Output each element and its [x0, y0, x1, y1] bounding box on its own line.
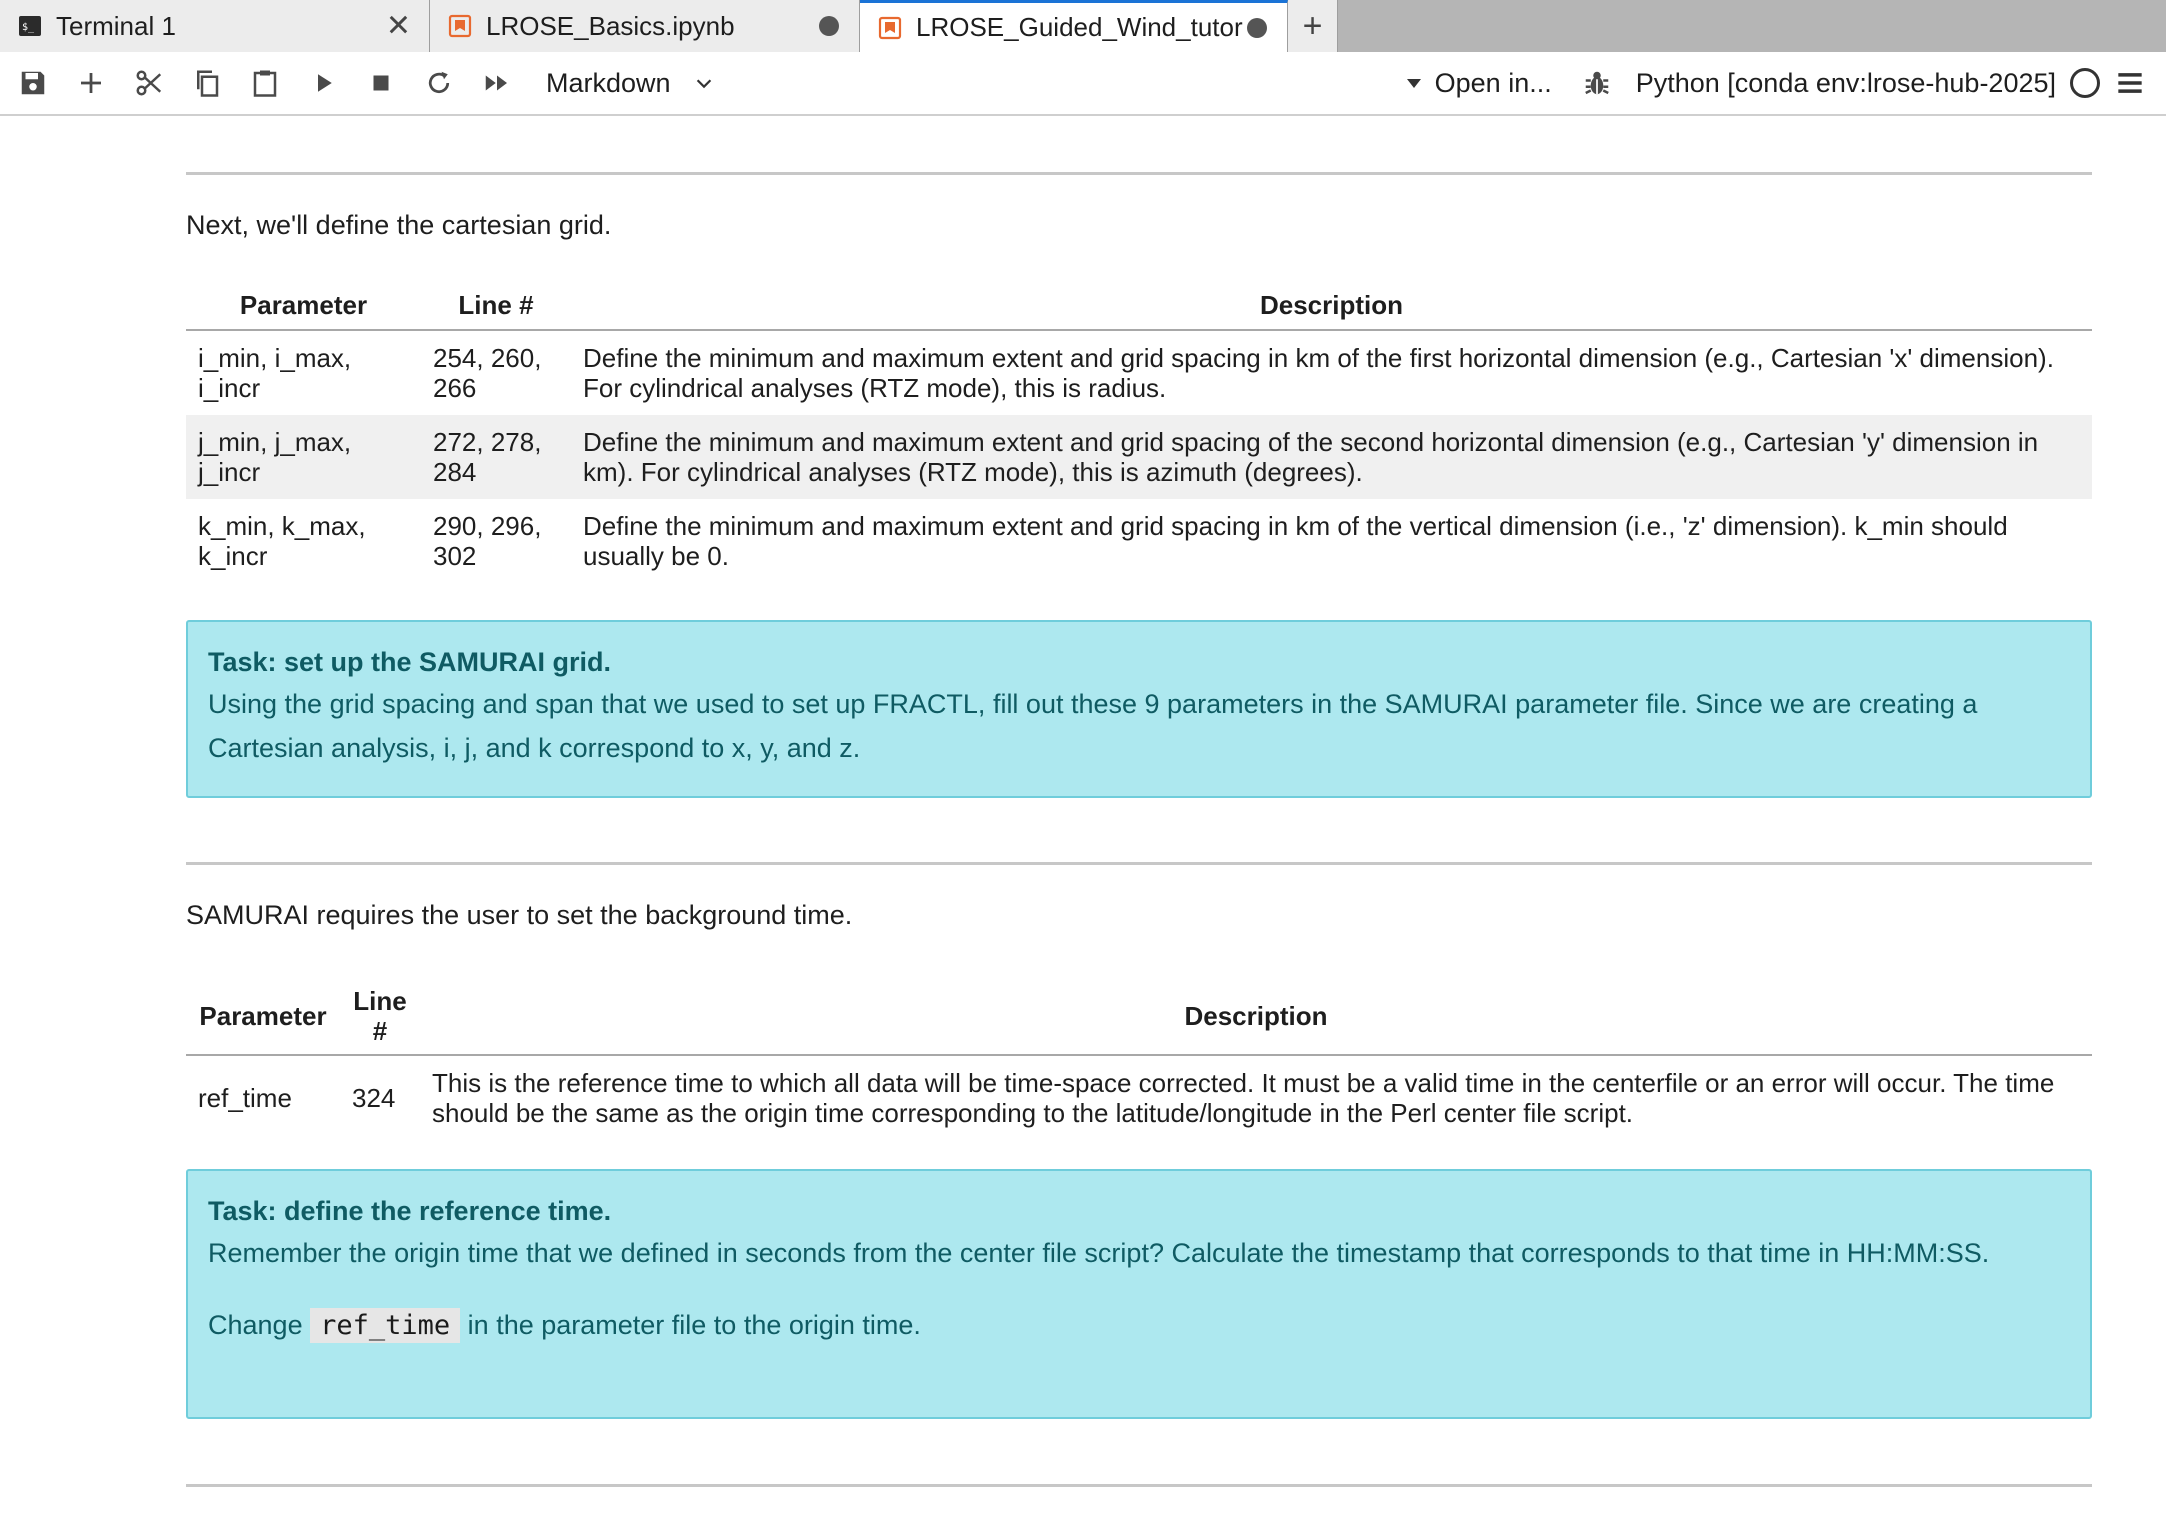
- col-header-parameter: Parameter: [186, 282, 421, 330]
- time-parameter-table: [186, 978, 2092, 1140]
- tab-lrose-basics[interactable]: [430, 0, 860, 52]
- terminal-icon: [18, 14, 42, 38]
- task-title: Task: define the reference time.: [208, 1196, 612, 1226]
- insert-cell-button[interactable]: [62, 51, 120, 115]
- line-cell: 272, 278, 284: [421, 415, 571, 499]
- task-body: Using the grid spacing and span that we used to set up FRACTL, fill out these 9 parameters in the SAMURAI parameter file. Since we are creating a Cartesian analysis, i, j, and k correspond to x, y, and z.: [208, 689, 1978, 763]
- col-header-line: Line #: [340, 978, 420, 1055]
- plus-icon: [76, 68, 106, 98]
- param-cell: ref_time: [198, 1083, 292, 1113]
- close-icon[interactable]: ✕: [385, 9, 411, 43]
- play-icon: [308, 68, 338, 98]
- unsaved-dot-icon[interactable]: [1247, 18, 1267, 38]
- fast-forward-icon: [482, 68, 512, 98]
- cell-type-label: Markdown: [546, 67, 671, 98]
- bug-icon[interactable]: [1582, 68, 1612, 98]
- open-in-button[interactable]: [1407, 68, 1552, 99]
- task-body: Remember the origin time that we defined in seconds from the center file script? Calculate the timestamp that corresponds to that time in HH:MM:SS.: [208, 1238, 1990, 1268]
- notebook-toolbar: [0, 52, 2166, 116]
- notebook-icon: [878, 16, 902, 40]
- open-in-label: Open in...: [1434, 67, 1552, 98]
- task-box-grid: [186, 620, 2092, 798]
- paste-button[interactable]: [236, 51, 294, 115]
- task-title: Task: set up the SAMURAI grid.: [208, 647, 612, 677]
- table-header-row: [186, 978, 2092, 1055]
- line-cell: 290, 296, 302: [433, 511, 542, 571]
- caret-down-icon: [1407, 79, 1421, 88]
- line-cell: 324: [352, 1083, 396, 1113]
- task-change-line: [208, 1303, 2070, 1348]
- unsaved-dot-icon[interactable]: [819, 16, 839, 36]
- description-cell: Define the minimum and maximum extent and grid spacing in km of the first horizontal dimension (e.g., Cartesian 'x' dimension). For cylindrical analyses (RTZ mode), this is radius.: [583, 343, 2054, 403]
- section2-intro: SAMURAI requires the user to set the background time.: [186, 900, 853, 930]
- tab-terminal[interactable]: [0, 0, 430, 52]
- inline-code: ref_time: [310, 1308, 460, 1343]
- param-cell: i_min, i_max, i_incr: [198, 343, 352, 403]
- cell-separator: [186, 172, 2092, 175]
- line-cell: 254, 260, 266: [433, 343, 542, 403]
- save-button[interactable]: [4, 51, 62, 115]
- cell-separator: [186, 862, 2092, 865]
- save-icon: [18, 68, 48, 98]
- grid-parameter-table: [186, 282, 2092, 583]
- cut-button[interactable]: [120, 51, 178, 115]
- col-header-parameter: Parameter: [186, 978, 340, 1055]
- tab-bar: [0, 0, 2166, 52]
- cell-type-dropdown[interactable]: [546, 68, 715, 99]
- col-header-description: Description: [420, 978, 2092, 1055]
- tab-lrose-guided-wind[interactable]: [860, 0, 1288, 52]
- interrupt-button[interactable]: [352, 51, 410, 115]
- param-cell: j_min, j_max, j_incr: [186, 415, 421, 499]
- param-cell: k_min, k_max, k_incr: [198, 511, 366, 571]
- scissors-icon: [134, 68, 164, 98]
- tab-label: LROSE_Guided_Wind_tutor: [916, 12, 1243, 42]
- tab-label: Terminal 1: [56, 10, 176, 41]
- col-header-description: Description: [571, 282, 2092, 330]
- task-change-pre: Change: [208, 1310, 303, 1340]
- description-cell: This is the reference time to which all data will be time-space corrected. It must be a valid time in the centerfile or an error will occur. The time should be the same as the origin time corresponding to the latitude/longitude in the Perl center file script.: [432, 1068, 2055, 1128]
- table-header-row: [186, 282, 2092, 330]
- col-header-line: Line #: [421, 282, 571, 330]
- restart-button[interactable]: [410, 51, 468, 115]
- table-row: [186, 499, 2092, 583]
- run-all-button[interactable]: [468, 51, 526, 115]
- plus-icon: +: [1302, 6, 1323, 45]
- tab-label: LROSE_Basics.ipynb: [486, 10, 735, 41]
- table-row: [186, 415, 2092, 499]
- new-tab-button[interactable]: [1288, 0, 1338, 52]
- notebook-icon: [448, 14, 472, 38]
- section1-intro: Next, we'll define the cartesian grid.: [186, 210, 612, 240]
- table-row: [186, 1055, 2092, 1140]
- stop-icon: [366, 68, 396, 98]
- refresh-icon: [424, 68, 454, 98]
- kernel-selector[interactable]: [1582, 68, 2056, 99]
- clipboard-icon: [250, 68, 280, 98]
- kernel-name: Python [conda env:lrose-hub-2025]: [1635, 67, 2056, 98]
- svg-text:$_: $_: [22, 22, 35, 33]
- run-button[interactable]: [294, 51, 352, 115]
- table-row: [186, 330, 2092, 415]
- task-box-reference-time: [186, 1169, 2092, 1419]
- description-cell: Define the minimum and maximum extent and grid spacing of the second horizontal dimension (e.g., Cartesian 'y' dimension in km). For cylindrical analyses (RTZ mode), this is azimuth (degrees).: [571, 415, 2092, 499]
- cell-separator: [186, 1484, 2092, 1487]
- description-cell: Define the minimum and maximum extent and grid spacing in km of the vertical dimension (i.e., 'z' dimension). k_min should usually be 0.: [583, 511, 2008, 571]
- notebook-content: [0, 116, 2166, 1528]
- kernel-status-icon: [2070, 68, 2100, 98]
- menu-icon[interactable]: [2116, 69, 2144, 97]
- copy-icon: [192, 68, 222, 98]
- copy-button[interactable]: [178, 51, 236, 115]
- chevron-down-icon: [693, 72, 715, 94]
- task-change-post: in the parameter file to the origin time.: [467, 1310, 921, 1340]
